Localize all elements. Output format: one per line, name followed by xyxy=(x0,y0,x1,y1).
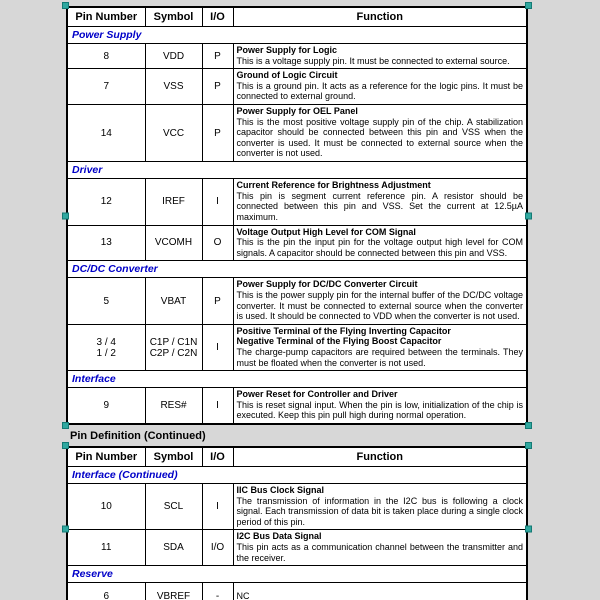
col-header-pin-number: Pin Number xyxy=(67,7,145,27)
selection-handle[interactable] xyxy=(62,2,69,9)
selection-handle[interactable] xyxy=(525,442,532,449)
selection-handle[interactable] xyxy=(62,422,69,429)
section-title: Power Supply xyxy=(67,27,527,44)
pin-number-cell xyxy=(67,324,145,370)
symbol-cell: SCL xyxy=(145,484,202,530)
symbol-cell: SDA xyxy=(145,530,202,566)
io-cell: P xyxy=(202,69,233,105)
pin-number-cell: 9 xyxy=(67,388,145,424)
table-row xyxy=(67,583,527,600)
function-title: Current Reference for Brightness Adjustment xyxy=(236,180,431,191)
col-header-io: I/O xyxy=(202,447,233,467)
section-row xyxy=(67,261,527,278)
function-title: Power Reset for Controller and Driver xyxy=(236,389,398,400)
section-row xyxy=(67,162,527,179)
selection-handle[interactable] xyxy=(62,442,69,449)
pin-number-cell: 11 xyxy=(67,530,145,566)
pin-table xyxy=(66,446,528,600)
io-cell: P xyxy=(202,105,233,162)
function-body: This is a voltage supply pin. It must be connected to external source. xyxy=(236,55,510,66)
io-cell: I xyxy=(202,324,233,370)
symbol-cell: VBREF xyxy=(145,583,202,600)
pin-number-cell: 10 xyxy=(67,484,145,530)
table-row xyxy=(67,44,527,69)
symbol-cell: VCOMH xyxy=(145,225,202,261)
function-title: Ground of Logic Circuit xyxy=(236,70,338,81)
function-title: Power Supply for DC/DC Converter Circuit xyxy=(236,279,418,290)
selection-handle[interactable] xyxy=(525,525,532,532)
pin-number-cell: 6 xyxy=(67,583,145,600)
col-header-function: Function xyxy=(233,447,527,467)
function-cell xyxy=(233,105,527,162)
section-row xyxy=(67,467,527,484)
pin-number-cell: 7 xyxy=(67,69,145,105)
symbol-cell xyxy=(145,324,202,370)
io-cell: - xyxy=(202,583,233,600)
symbol-line: C1P / C1N xyxy=(149,336,198,348)
symbol-cell: VDD xyxy=(145,44,202,69)
pin-number-cell: 13 xyxy=(67,225,145,261)
function-cell xyxy=(233,278,527,324)
table-row xyxy=(67,179,527,225)
function-body: The transmission of information in the I2C bus is following a clock signal. Each transmission of data bit is taken place during a single clock period of this pin. xyxy=(236,495,523,527)
pin-number-line: 1 / 2 xyxy=(96,347,116,359)
function-body: NC xyxy=(236,590,250,600)
section-title: Driver xyxy=(67,162,527,179)
function-cell xyxy=(233,583,527,600)
io-cell: P xyxy=(202,44,233,69)
pin-definition-table-1 xyxy=(66,6,528,425)
io-cell: I xyxy=(202,179,233,225)
function-title: Negative Terminal of the Flying Boost Capacitor xyxy=(236,336,442,347)
selection-handle[interactable] xyxy=(62,525,69,532)
pin-definition-table-2 xyxy=(66,446,528,600)
section-title: DC/DC Converter xyxy=(67,261,527,278)
continued-heading: Pin Definition (Continued) xyxy=(70,430,206,442)
io-cell: O xyxy=(202,225,233,261)
selection-handle[interactable] xyxy=(525,212,532,219)
pin-number-cell: 5 xyxy=(67,278,145,324)
symbol-cell: RES# xyxy=(145,388,202,424)
section-title: Reserve xyxy=(67,566,527,583)
col-header-pin-number: Pin Number xyxy=(67,447,145,467)
function-title: Positive Terminal of the Flying Inverting Capacitor xyxy=(236,325,451,336)
symbol-cell: VBAT xyxy=(145,278,202,324)
col-header-symbol: Symbol xyxy=(145,447,202,467)
col-header-function: Function xyxy=(233,7,527,27)
symbol-cell: IREF xyxy=(145,179,202,225)
section-title: Interface xyxy=(67,371,527,388)
io-cell: I/O xyxy=(202,530,233,566)
table-row xyxy=(67,225,527,261)
section-title: Interface (Continued) xyxy=(67,467,527,484)
pin-number-cell: 14 xyxy=(67,105,145,162)
function-title: Power Supply for OEL Panel xyxy=(236,106,358,117)
function-cell xyxy=(233,530,527,566)
function-body: This is the most positive voltage supply pin of the chip. A stabilization capacitor should be connected between this pin and VSS when the converter is used. It must be connected to external source when the converter is not used. xyxy=(236,116,523,159)
function-body: This is a ground pin. It acts as a reference for the logic pins. It must be connected to external ground. xyxy=(236,80,523,102)
section-row xyxy=(67,371,527,388)
function-body: This is the pin the input pin for the voltage output high level for COM signals. A capacitor should be connected between this pin and VSS. xyxy=(236,237,523,258)
table-row xyxy=(67,69,527,105)
symbol-line: C2P / C2N xyxy=(149,347,198,359)
table-row xyxy=(67,278,527,324)
function-cell xyxy=(233,388,527,424)
function-cell xyxy=(233,69,527,105)
function-body: This pin is segment current reference pin. A resistor should be connected between this pin and VSS. Set the current at 12.5µA maximum. xyxy=(236,190,523,222)
table-row xyxy=(67,530,527,566)
function-body: The charge-pump capacitors are required between the terminals. They must be floated when the converter is not used. xyxy=(236,347,523,368)
function-title: Power Supply for Logic xyxy=(236,45,338,55)
selection-handle[interactable] xyxy=(525,422,532,429)
function-cell xyxy=(233,44,527,69)
function-cell xyxy=(233,484,527,530)
table-row xyxy=(67,484,527,530)
pin-number-cell: 8 xyxy=(67,44,145,69)
function-title: Voltage Output High Level for COM Signal xyxy=(236,226,416,237)
header-row xyxy=(67,7,527,27)
io-cell: I xyxy=(202,484,233,530)
section-row xyxy=(67,27,527,44)
function-body: This is reset signal input. When the pin is low, initialization of the chip is executed. Keep this pin pull high during normal operation. xyxy=(236,399,523,421)
function-body: This pin acts as a communication channel between the transmitter and the receiver. xyxy=(236,542,523,563)
io-cell: I xyxy=(202,388,233,424)
table-row xyxy=(67,388,527,424)
col-header-io: I/O xyxy=(202,7,233,27)
col-header-symbol: Symbol xyxy=(145,7,202,27)
function-body: This is the power supply pin for the internal buffer of the DC/DC voltage converter. It must be connected to external source when the converter is used. It should be connected to VDD when the converter is not used. xyxy=(236,289,523,322)
io-cell: P xyxy=(202,278,233,324)
header-row xyxy=(67,447,527,467)
selection-handle[interactable] xyxy=(525,2,532,9)
function-cell xyxy=(233,179,527,225)
function-title: I2C Bus Data Signal xyxy=(236,531,322,542)
pin-table xyxy=(66,6,528,425)
selection-handle[interactable] xyxy=(62,212,69,219)
pin-number-cell: 12 xyxy=(67,179,145,225)
table-row xyxy=(67,105,527,162)
function-title: IIC Bus Clock Signal xyxy=(236,485,325,495)
function-cell xyxy=(233,225,527,261)
pin-number-line: 3 / 4 xyxy=(96,336,116,348)
function-cell xyxy=(233,324,527,370)
symbol-cell: VSS xyxy=(145,69,202,105)
section-row xyxy=(67,566,527,583)
table-row xyxy=(67,324,527,370)
symbol-cell: VCC xyxy=(145,105,202,162)
